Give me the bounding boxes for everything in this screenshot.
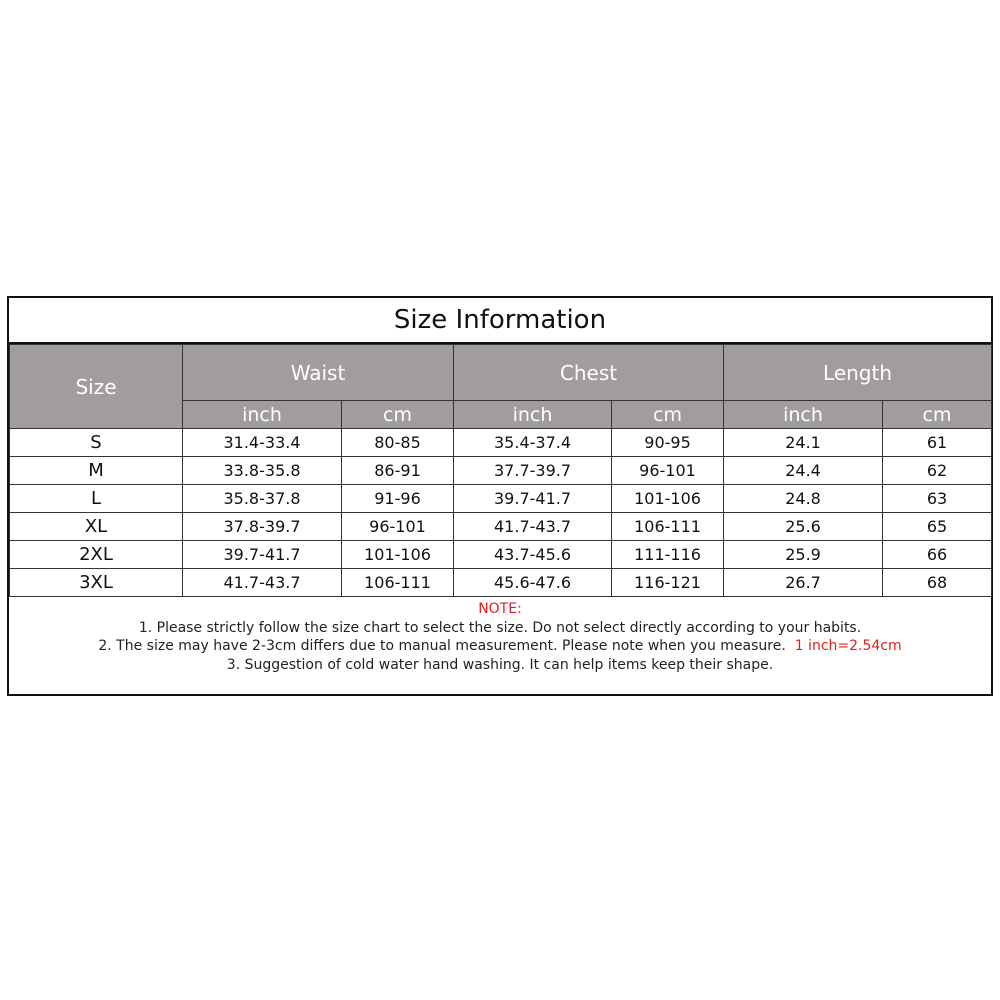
waist-inch-cell: 35.8-37.8 <box>183 485 342 513</box>
table-row <box>10 541 992 569</box>
length-inch-cell: 25.6 <box>724 513 883 541</box>
conversion-highlight: 1 inch=2.54cm <box>794 638 902 654</box>
waist-header: Waist <box>183 345 454 401</box>
size-table <box>9 344 992 597</box>
unit-header: inch <box>724 401 883 429</box>
waist-cm-cell: 91-96 <box>342 485 454 513</box>
waist-inch-cell: 37.8-39.7 <box>183 513 342 541</box>
table-row <box>10 485 992 513</box>
chest-inch-cell: 43.7-45.6 <box>454 541 612 569</box>
chest-inch-cell: 45.6-47.6 <box>454 569 612 597</box>
table-row <box>10 429 992 457</box>
chest-cm-cell: 96-101 <box>612 457 724 485</box>
length-cm-cell: 61 <box>883 429 992 457</box>
unit-header: cm <box>612 401 724 429</box>
header-group-row <box>10 345 992 401</box>
waist-cm-cell: 101-106 <box>342 541 454 569</box>
waist-inch-cell: 31.4-33.4 <box>183 429 342 457</box>
size-cell: M <box>10 457 183 485</box>
waist-cm-cell: 106-111 <box>342 569 454 597</box>
size-header: Size <box>10 345 183 429</box>
chest-inch-cell: 37.7-39.7 <box>454 457 612 485</box>
length-cm-cell: 62 <box>883 457 992 485</box>
chest-inch-cell: 35.4-37.4 <box>454 429 612 457</box>
note-label: NOTE: <box>478 601 522 617</box>
note-section <box>9 600 991 674</box>
length-inch-cell: 25.9 <box>724 541 883 569</box>
length-cm-cell: 65 <box>883 513 992 541</box>
chest-cm-cell: 90-95 <box>612 429 724 457</box>
length-cm-cell: 66 <box>883 541 992 569</box>
chest-cm-cell: 116-121 <box>612 569 724 597</box>
length-inch-cell: 24.1 <box>724 429 883 457</box>
unit-header: cm <box>342 401 454 429</box>
chart-title: Size Information <box>9 298 991 344</box>
length-cm-cell: 68 <box>883 569 992 597</box>
table-row <box>10 513 992 541</box>
note-line-3: 3. Suggestion of cold water hand washing. It can help items keep their shape. <box>226 656 774 673</box>
waist-inch-cell: 33.8-35.8 <box>183 457 342 485</box>
waist-inch-cell: 39.7-41.7 <box>183 541 342 569</box>
unit-header: inch <box>183 401 342 429</box>
size-cell: L <box>10 485 183 513</box>
waist-cm-cell: 80-85 <box>342 429 454 457</box>
chest-cm-cell: 101-106 <box>612 485 724 513</box>
length-inch-cell: 26.7 <box>724 569 883 597</box>
waist-cm-cell: 86-91 <box>342 457 454 485</box>
note-line-2 <box>9 637 991 656</box>
size-cell: 2XL <box>10 541 183 569</box>
table-row <box>10 457 992 485</box>
size-cell: XL <box>10 513 183 541</box>
length-inch-cell: 24.4 <box>724 457 883 485</box>
unit-header: cm <box>883 401 992 429</box>
note-line-1: 1. Please strictly follow the size chart to select the size. Do not select directly according to your habits. <box>138 619 862 636</box>
waist-cm-cell: 96-101 <box>342 513 454 541</box>
chest-cm-cell: 106-111 <box>612 513 724 541</box>
chest-cm-cell: 111-116 <box>612 541 724 569</box>
unit-header: inch <box>454 401 612 429</box>
size-cell: S <box>10 429 183 457</box>
waist-inch-cell: 41.7-43.7 <box>183 569 342 597</box>
length-header: Length <box>724 345 992 401</box>
length-cm-cell: 63 <box>883 485 992 513</box>
length-inch-cell: 24.8 <box>724 485 883 513</box>
size-cell: 3XL <box>10 569 183 597</box>
chest-header: Chest <box>454 345 724 401</box>
size-chart <box>7 296 993 696</box>
table-row <box>10 569 992 597</box>
chest-inch-cell: 41.7-43.7 <box>454 513 612 541</box>
note-line-2-text: 2. The size may have 2-3cm differs due to manual measurement. Please note when you measure. <box>98 638 786 654</box>
chest-inch-cell: 39.7-41.7 <box>454 485 612 513</box>
